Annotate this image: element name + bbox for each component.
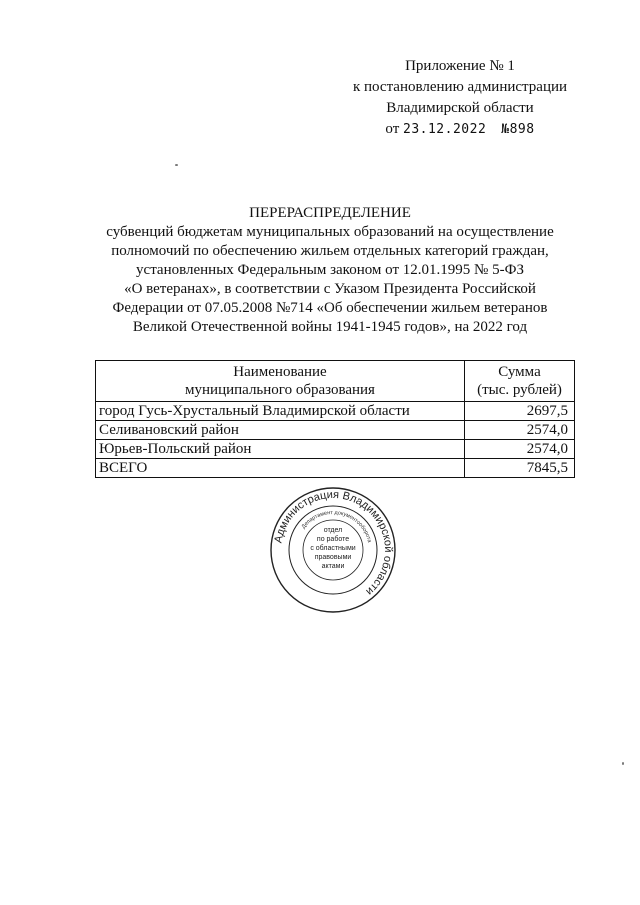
stamp-center-line5: актами xyxy=(321,563,345,570)
appendix-region: Владимирской области xyxy=(386,100,534,116)
stamp-center-line2: по работе xyxy=(316,536,350,543)
column-header-sum-line2: (тыс. рублей) xyxy=(477,382,562,398)
total-sum: 7845,5 xyxy=(465,459,575,478)
title-line-4: «О ветеранах», в соответствии с Указом Президента Российской xyxy=(124,281,536,297)
title-line-5: Федерации от 07.05.2008 №714 «Об обеспечении жильем ветеранов xyxy=(112,300,548,316)
stamp-center-line4: правовыми xyxy=(314,554,352,561)
table-row xyxy=(96,440,575,459)
title-heading: ПЕРЕРАСПРЕДЕЛЕНИЕ xyxy=(249,205,411,221)
scan-speck xyxy=(175,164,178,166)
title-line-3: установленных Федеральным законом от 12.01.1995 № 5-ФЗ xyxy=(136,262,524,278)
title-line-2: полномочий по обеспечению жильем отдельных категорий граждан, xyxy=(111,243,549,259)
appendix-number: №898 xyxy=(501,122,535,137)
stamp-center-line3: с областными xyxy=(310,545,356,552)
stamp-ring-text: Департамент документооборота xyxy=(300,509,373,544)
row-name: Селивановский район xyxy=(96,421,465,440)
title-line-6: Великой Отечественной войны 1941-1945 годов», на 2022 год xyxy=(132,319,528,335)
appendix-date-line xyxy=(330,119,590,140)
table-header-row xyxy=(96,361,575,402)
total-label: ВСЕГО xyxy=(96,459,465,478)
office-stamp xyxy=(268,485,398,615)
column-header-sum-line1: Сумма xyxy=(498,364,541,380)
appendix-header xyxy=(330,56,590,140)
stamp-center-line1: отдел xyxy=(323,527,343,534)
row-sum: 2574,0 xyxy=(465,421,575,440)
stamp-outer-text: Администрация Владимирской области xyxy=(272,488,395,598)
table-row xyxy=(96,421,575,440)
column-header-name-line1: Наименование xyxy=(233,364,327,380)
allocation-table xyxy=(95,360,575,478)
row-name: Юрьев-Польский район xyxy=(96,440,465,459)
appendix-decree: к постановлению администрации xyxy=(352,79,568,95)
scan-speck xyxy=(622,762,624,765)
column-header-sum xyxy=(465,361,575,402)
row-sum: 2697,5 xyxy=(465,402,575,421)
table-row xyxy=(96,402,575,421)
column-header-name-line2: муниципального образования xyxy=(185,382,375,398)
title-line-1: субвенций бюджетам муниципальных образований на осуществление xyxy=(106,224,554,240)
appendix-date: 23.12.2022 xyxy=(403,122,487,137)
appendix-date-prefix: от xyxy=(385,121,400,137)
document-title xyxy=(90,204,570,337)
column-header-name xyxy=(96,361,465,402)
appendix-title: Приложение № 1 xyxy=(405,58,515,74)
table-row-total xyxy=(96,459,575,478)
row-name: город Гусь-Хрустальный Владимирской области xyxy=(96,402,465,421)
row-sum: 2574,0 xyxy=(465,440,575,459)
